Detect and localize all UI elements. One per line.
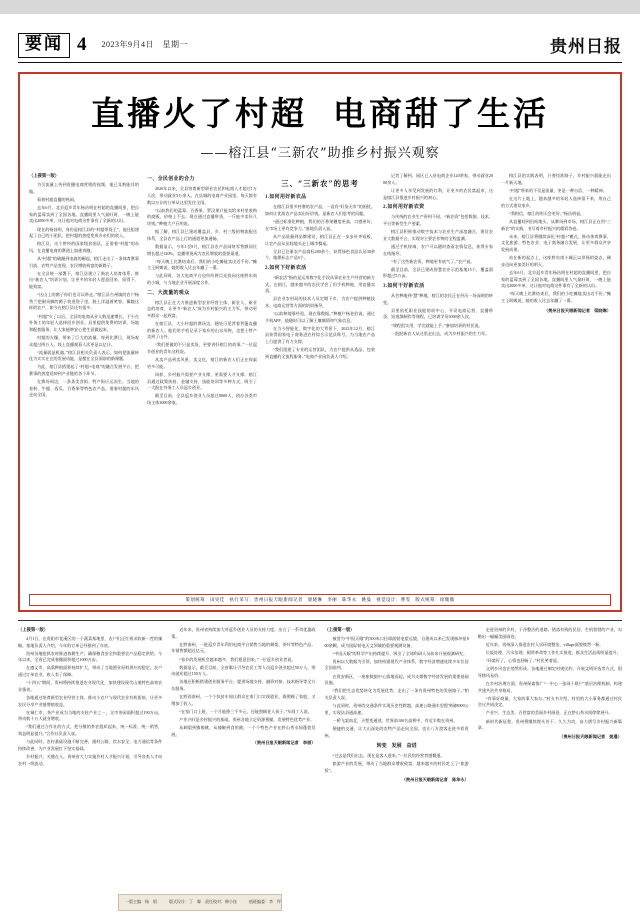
paragraph: “十四五”期间，贵州将持续推进农业现代化，加快建设现代山地特色高效农业强省。 <box>18 680 163 692</box>
paragraph: 全县已注册农产品商标200余个，获得绿色食品认证30余个，地理标志产品5个。 <box>265 248 375 261</box>
paragraph: 在铜仁市，茶产业成为当地的支柱产业之一，全市茶园面积超过190万亩，带动数十万人就业增收。 <box>18 709 163 722</box>
article-columns <box>29 173 611 408</box>
paragraph: 产业兴、生态美、百姓富的美丽乡村画卷，正在黔山秀水间徐徐展开。 <box>485 710 613 716</box>
colophon-box <box>118 894 282 911</box>
paragraph: “流量就是机遇。”榕江县相关负责人表示，如何把流量转化为实实在在的发展动能，是摆在全县面前的新课题。 <box>29 349 139 362</box>
paragraph: 现在的杨昌明，身份是榕江县的“村超带货王”，他还组建起了自己的小团队，把村超的热度变成乡亲们的收入。 <box>29 226 139 239</box>
paragraph: “在家门口上班，一个月能挣三千多元，还能照顾老人孩子。”车间工人说。 <box>179 708 312 714</box>
paragraph: 县农业农村局的技术人员定期下乡，为农户提供种植技术、电商运营等方面的培训指导。 <box>265 296 375 308</box>
paragraph: 旅游产业的发展，带动了当地群众增收致富，越来越多的村民吃上了“旅游饭”。 <box>324 761 469 774</box>
paragraph: 贵州以大数据为引领，加快构建现代产业体系，数字经济增速连续多年位居全国前列。 <box>324 658 469 671</box>
subsection-heading: 1.如何用好新农品 <box>265 195 307 201</box>
paragraph: “村超”带来的不仅是流量，更是一种自信、一种精神。 <box>509 188 607 194</box>
section-heading: 二、大流量的观众 <box>147 290 190 296</box>
paragraph: “每天晚上比赛结束后，我们的小吃摊能卖出近千份。”摊主王阿姨说，她的收入比去年翻了一番。 <box>501 291 611 303</box>
paragraph: 近年来，贵州省持续加大对返乡创业人员的支持力度，出台了一系列优惠政策。 <box>171 627 316 639</box>
paragraph: 数据显示，截至目前，全省累计引导农民工等人员返乡创业超过50万人，带动就业超过150万人。 <box>171 664 316 677</box>
colophon-right: 责任校对：韩小钰 值班编委：李 坪 <box>205 899 281 905</box>
column-byline: （贵州日报天眼新闻记者 陈华永） <box>401 776 469 782</box>
paragraph: 垃圾处理、污水治理、厕所革命等工作扎实推进，群众生活品质明显提升。 <box>485 649 621 655</box>
credit-bar: 策划统筹：田旻佳 执行采写：贵州日报天眼新闻记者 梁晓琳 李丽 陈华永 姚曼 视觉设计：曹雯 版式统筹：徐微微 <box>29 594 611 606</box>
subsection-heading: 转变 发展 奋进 <box>376 744 417 750</box>
paragraph: “我们通过合作社的方式，把分散的茶农组织起来，统一标准、统一销售，效益明显提升。”合作社负责人说。 <box>18 724 163 737</box>
newspaper-page <box>0 14 640 921</box>
paragraph: 截至目前，全县返乡创业人员超过8000人，创办各类市场主体3000余家。 <box>147 393 257 405</box>
paragraph: 走进贵州的乡村，干净整洁的道路、错落有致的民居、生机勃勃的产业，勾勒出一幅幅美丽画卷。 <box>477 627 622 639</box>
paragraph: 为此，榕江县搭建起了“村超+电商”的融合发展平台，把赛事的热度延伸到产业链的各个环节。 <box>29 364 139 376</box>
paragraph: 通过手机终端，农户可以随时查看农情信息，获得专家在线指导。 <box>383 243 493 256</box>
continuation-tag: （上接第一版） <box>18 627 49 632</box>
column-byline: （贵州日报天眼新闻记者 李丽） <box>252 740 316 746</box>
page-number: 4 <box>77 34 87 56</box>
bottom-column-2 <box>171 627 315 855</box>
paragraph: 2020年以来，全县培育新型职业农民和电商人才超过1万人次，带动就业3万余人。在县城的电商产业园里，每天都有数以万计的订单从这里发往全国。 <box>147 186 257 205</box>
section-heading-main: 三、“三新农”的思考 <box>281 179 359 189</box>
paragraph: 榕江县，这个曾经的国家级贫困县，正借着“村超”的东风，在直播电商的赛道上加速奔跑。 <box>29 241 139 253</box>
paragraph: “每天晚上比赛结束后，我们的小吃摊能卖出近千份。”摊主王阿姨说，她的收入比去年翻了一番。 <box>147 258 257 271</box>
paragraph: 在当今智能化、数字化的大背景下，2022年12月，榕江县获得国家电子商务进农村综合示范县称号，为当地农产品上行提供了有力支撑。 <box>265 325 375 345</box>
paragraph: “这山上的菌子你们也可以带走。”榕江县古州镇的农户杨秀兰把刚采摘的菌子装进袋子里，脸上洋溢着笑容。像她这样的农户，如今在榕江县还有很多。 <box>29 292 139 311</box>
paragraph: 一桥飞架南北，天堑变通途。世界前100名高桥中，有近半数在贵州。 <box>332 717 458 723</box>
paragraph: “通过标准化种植，我们的百香果糖度更高，口感更好，在市场上更有竞争力。”基地负责人说。 <box>265 219 375 231</box>
paragraph: 在贵安新区，一座座数据中心拔地而起，成为支撑数字经济发展的重要基础设施。 <box>324 673 469 686</box>
paragraph: “新农活”指的是运用数字化手段从事农业生产经营的新方式。在榕江，越来越多的农民学会了用手机种地、用直播卖货。 <box>265 274 375 294</box>
paragraph: 在赛场周边，一条条美食街、特产街应运而生。当地的卷粉、牛瘪、西瓜、百香果等特色农产品，借着村超的东风走向全国。 <box>29 379 139 398</box>
paragraph: “课程很实用，学完就能上手。”参加培训的村民说。 <box>391 322 483 328</box>
paragraph: “家乡的发展机会越来越多，我们愿意回来。”一位返乡创业者说。 <box>179 656 296 662</box>
paragraph: “以前种地靠经验，现在靠数据。”种植户杨老伯说，通过手机APP，他随时可以了解土壤墒情和气象信息。 <box>265 311 375 323</box>
main-article-block <box>18 72 622 612</box>
paragraph: 乡村振兴，关键在人。贵州省大力实施乡村人才振兴计划，引导各类人才向农村一线流动。 <box>18 753 163 766</box>
paragraph: 榕江县的实践表明，只要找准路子，乡村振兴就能走出一片新天地。 <box>501 173 611 185</box>
colophon-left: 一版主编：杨 韬 版式设计：丁 嫄 <box>125 899 201 905</box>
subsection-heading: 3.如何干好新农活 <box>383 284 425 290</box>
headline-right: 电商甜了生活 <box>333 94 549 133</box>
article-byline: （贵州日报天眼新闻记者 梁晓琳） <box>543 307 611 313</box>
paragraph: 去年6月，北京返乡青年杨昌明在村超的直播间里，把自家的蓝莓卖到了全国各地。直播间里人气最旺时，一晚上能卖出2000多单，这让他对电商这件事有了全新的认识。 <box>501 269 611 289</box>
paragraph: “我相信，榕江的明天会更好。”杨昌明说。 <box>509 210 585 216</box>
bottom-section <box>18 620 622 855</box>
paragraph: 与此同时，各大电商平台也纷纷将目光投向这座黔东南的小城，与当地企业开展深度合作。 <box>147 273 257 286</box>
paragraph: 截至目前，全县已建成智慧农业示范基地15个，覆盖面积超过5万亩。 <box>383 266 493 279</box>
paragraph: 从产品质量到品牌建设，榕江县正在一步步补齐短板，让农产品从田间地头走上城市餐桌。 <box>265 233 375 246</box>
subsection-heading: 2.如何用好新农资 <box>383 205 425 211</box>
paper-name: 贵州日报 <box>550 37 622 57</box>
headline <box>29 96 611 132</box>
paragraph: 一批批新农人从这里走出去，成为乡村振兴的生力军。 <box>391 330 490 336</box>
paragraph: 榕江县积极推动数字技术与农业生产深度融合，建设农业大数据平台，实现对主要农作物的全程监测。 <box>383 229 493 241</box>
headline-left: 直播火了村超 <box>91 94 307 133</box>
section-heading: 一、全民创业的合力 <box>147 177 195 183</box>
paragraph: “中国天眼”的科学产出持续提升，吸引了全球科研人员前来开展观测研究。 <box>332 650 468 656</box>
article-column-1 <box>29 173 139 408</box>
paragraph: 贵州各地抢抓农时推进春耕生产，确保粮食安全和重要农产品稳定供给。今年以来，全省已完成春播面积超过1000万亩。 <box>18 650 163 663</box>
paragraph: 文明乡风也在悄然形成。各地通过制定村规民约、开展文明评选等方式，倡导移风易俗。 <box>477 666 622 678</box>
paragraph: “有了这些新农资，种地更有底气了。”农户说。 <box>391 258 475 264</box>
paragraph: 在黔西南州，一个个扶贫车间让群众在家门口实现就业，既照顾了家庭，又增加了收入。 <box>171 694 316 706</box>
paragraph: 产业兴旺是乡村振兴的基础。贵州各地立足资源禀赋，发展特色优势产业。 <box>179 717 315 722</box>
section-label: 要闻 <box>18 33 70 58</box>
paragraph: 在黔南州，一批返乡青年利用电商平台销售当地的刺梨、茶叶等特色产品，年销售额超过亿元。 <box>171 641 316 654</box>
paragraph: 在乡村治理方面，贵州探索推广“一中心一张网十联户”基层治理机制，构建共建共治共享格局。 <box>477 680 622 693</box>
paragraph: 记者了解到，园区已入驻电商企业120余家，带动就业2000余人。 <box>383 173 493 185</box>
paragraph: “有事好商量，大家的事大家办。”村支书介绍，村里的大小事务都通过村民会议共同决定。 <box>477 695 622 708</box>
publication-date: 2023年9月4日 星期一 <box>101 39 188 49</box>
paragraph: 据了解，榕江县已建成覆盖县、乡、村三级的物流配送体系，全县农产品上行的通道更加通畅。 <box>147 229 257 241</box>
paragraph: 便捷的交通，让大山深处的农特产品走向全国，也让八方游客走进多彩贵州。 <box>324 725 469 738</box>
paragraph: 与传统的农业生产资料不同，“新农资”包括数据、技术、平台等新型生产要素。 <box>383 214 493 227</box>
masthead <box>18 14 622 63</box>
continuation-tag: （上接第一版） <box>29 173 60 179</box>
subheadline: ——榕江县“三新农”助推乡村振兴观察 <box>200 146 440 162</box>
paragraph: 与此同时，贵州的交通条件实现历史性跨越，高速公路通车里程突破8000公里，实现县县通高速。 <box>324 703 469 715</box>
subsection-heading: 2.如何下好新农活 <box>265 265 307 271</box>
paragraph: “我们要做的不只是卖货，更要讲好榕江的故事。”一位返乡创业的青年这样说。 <box>147 342 257 355</box>
paragraph: 从直播间到田间地头，从赛场到市场，榕江县正在用“三新农”的实践，书写着乡村振兴的精彩答卷。 <box>501 219 611 231</box>
paragraph: 站在新的起点上，这座黔东南小城正以昂扬的姿态，阔步迈向更加美好的明天。 <box>501 255 611 267</box>
paragraph: 被誉为“中国天眼”的500米口径球面射电望远镜，自建成以来已发现脉冲星800余颗，成为国际射电天文领域的重要观测设备。 <box>324 635 469 648</box>
paragraph: 在榕江县，大小村超的赛场边，随处可见背着背篓直播的新农人。他们用手机记录下家乡的山水风物，也把土特产卖到了山外。 <box>147 321 257 340</box>
paragraph: 近年来，贵州深入推进农村人居环境整治，village面貌焕然一新。 <box>485 641 604 647</box>
article-column-3 <box>265 173 375 408</box>
paragraph: “过去是我们出去，现在是客人进来。”一位民宿经营者感慨道。 <box>332 753 445 759</box>
paragraph: 4月1日，在贵阳市花溪区的一个蔬菜基地里，农户们正忙着采收新一茬的辣椒。基地负责人介绍，今年的订单已经排到了年底。 <box>18 635 163 648</box>
article-column-5 <box>501 173 611 408</box>
paragraph: 与此同时，农村基础设施不断完善，通村公路、饮水安全、电力通信等条件持续改善，为产业发展打下坚实基础。 <box>18 739 163 751</box>
paragraph: 未来，榕江县将继续深化“村超+”模式，推动体育赛事、文化旅游、特色农业、电子商务融合发展，让更多群众共享发展成果。 <box>501 233 611 253</box>
paragraph: 各地通过培育新型农业经营主体，推动小农户与现代农业有机衔接，让更多农民分享产业链增值收益。 <box>18 694 163 707</box>
paragraph: “环境好了，心情也舒畅了。”村民笑着说。 <box>485 658 562 663</box>
paragraph: 从刺梨到猕猴桃，从辣椒到食用菌，一个个特色产业在黔山秀水间蓬勃发展。 <box>171 725 316 737</box>
continuation-tag: （上接第一版） <box>324 627 355 632</box>
paragraph: 同样，乡村振兴需要产业支撑，更需要人才支撑。榕江县通过政策扶持、金融支持、技能培训等多种方式，吸引了一大批在外务工人员返乡创业。 <box>147 371 257 391</box>
paragraph: 从卖产品到卖风景、卖文化，榕江的新农人们正在探索更多可能。 <box>147 357 257 369</box>
masthead-left <box>18 33 188 58</box>
paragraph: 从会种地到“慧”种地，榕江的农民正在经历一场深刻的转变。 <box>383 293 493 305</box>
paragraph: “以前我们的蓝莓、百香果、罗汉果只能卖给来村里收购的商贩，价格上不去。现在通过直播带货，一斤能多卖好几块钱。”种植大户石明说。 <box>147 207 257 227</box>
paragraph: 让更多人享受到发展的红利，让更多的农民富起来，这是榕江县推进乡村振兴的初心。 <box>383 188 493 200</box>
paragraph: 数据显示，今年1至8月，榕江县农产品网络零售额同比增长超过120%，直播带货成为农民增收的重要渠道。 <box>147 243 257 256</box>
paragraph: 在全县统一部署下，榕江县建立了新农人培育体系，推出“新农人”培训计划，让更多的年轻人愿意回来、留得下、能致富。 <box>29 270 139 289</box>
bottom-column-3 <box>325 627 469 855</box>
paragraph: 榕江县正在大力推进新型农业经营主体、新农人、新业态的培育，让更多“新农人”成为乡村振兴的主力军，带动更多群众一起致富。 <box>147 299 257 318</box>
paragraph: 在榕江县很多村寨的农产品，一直有“好货无市”的困扰。如何让优质农产品卖出好价钱，是新农人们思考的问题。 <box>265 204 375 216</box>
article-column-4 <box>383 173 493 408</box>
paragraph: 各地还积极搭建创业服务平台，提供场地支持、融资对接、技术指导等全方位服务。 <box>171 679 316 691</box>
paragraph: 县里依托职业技能培训中心，开设电商运营、直播带货、短视频制作等课程，已培训学员5000余人次。 <box>383 307 493 320</box>
bottom-column-1 <box>18 627 162 855</box>
paragraph: 在这片土地上，越来越多的年轻人选择留下来，用自己的方式建设家乡。 <box>501 196 611 208</box>
column-byline: （贵州日报天眼新闻记者 姚曼） <box>559 733 622 739</box>
article-column-2 <box>147 173 257 408</box>
paragraph: 从“村超”的破圈到电商的崛起，榕江走出了一条体育赛事引流、农特产品变现、农民增收致富的新路子。 <box>29 256 139 268</box>
paragraph: “村超”火了以后，全县的电商从业人数迅速增长，不少在外务工的年轻人选择回乡创业。县里提供免费的培训、场地和配套服务，让大家能够安心把生意做起来。 <box>29 313 139 332</box>
paragraph: 在遵义市，高粱种植面积持续扩大，带动了当地酒业原料供应的稳定。农户通过订单农业，收入有了保障。 <box>18 665 163 678</box>
paragraph: 村超的火爆，带来了巨大的流量。每到比赛日，现场观众超过两万人，线上直播观看人次更是以亿计。 <box>29 334 139 347</box>
paragraph: 为引流量上传到贵播电商营销的视频，他已耳熟能详的做。 <box>29 182 139 194</box>
paragraph: 新时代新征程，贵州将继续埋头苦干、久久为功，奋力谱写乡村振兴新篇章。 <box>477 718 622 731</box>
bottom-column-4 <box>478 627 622 855</box>
paragraph: 看着村超直播的热闹， <box>37 197 78 202</box>
paragraph: “我们组建了专业的运营团队，为农户提供从选品、包装到直播的全流程服务。”电商产业园负责人介绍。 <box>265 347 375 359</box>
paragraph: 去年6月，北京返乡青年杨昌明在村超的直播间里，把自家的蓝莓卖到了全国各地。直播间里人气最旺时，一晚上能卖出2000多单，这让他对电商这件事有了全新的认识。 <box>29 205 139 224</box>
paragraph: “我们把生态优势转化为发展优势，走出了一条有贵州特色的发展路子。”相关负责人说。 <box>324 688 469 700</box>
